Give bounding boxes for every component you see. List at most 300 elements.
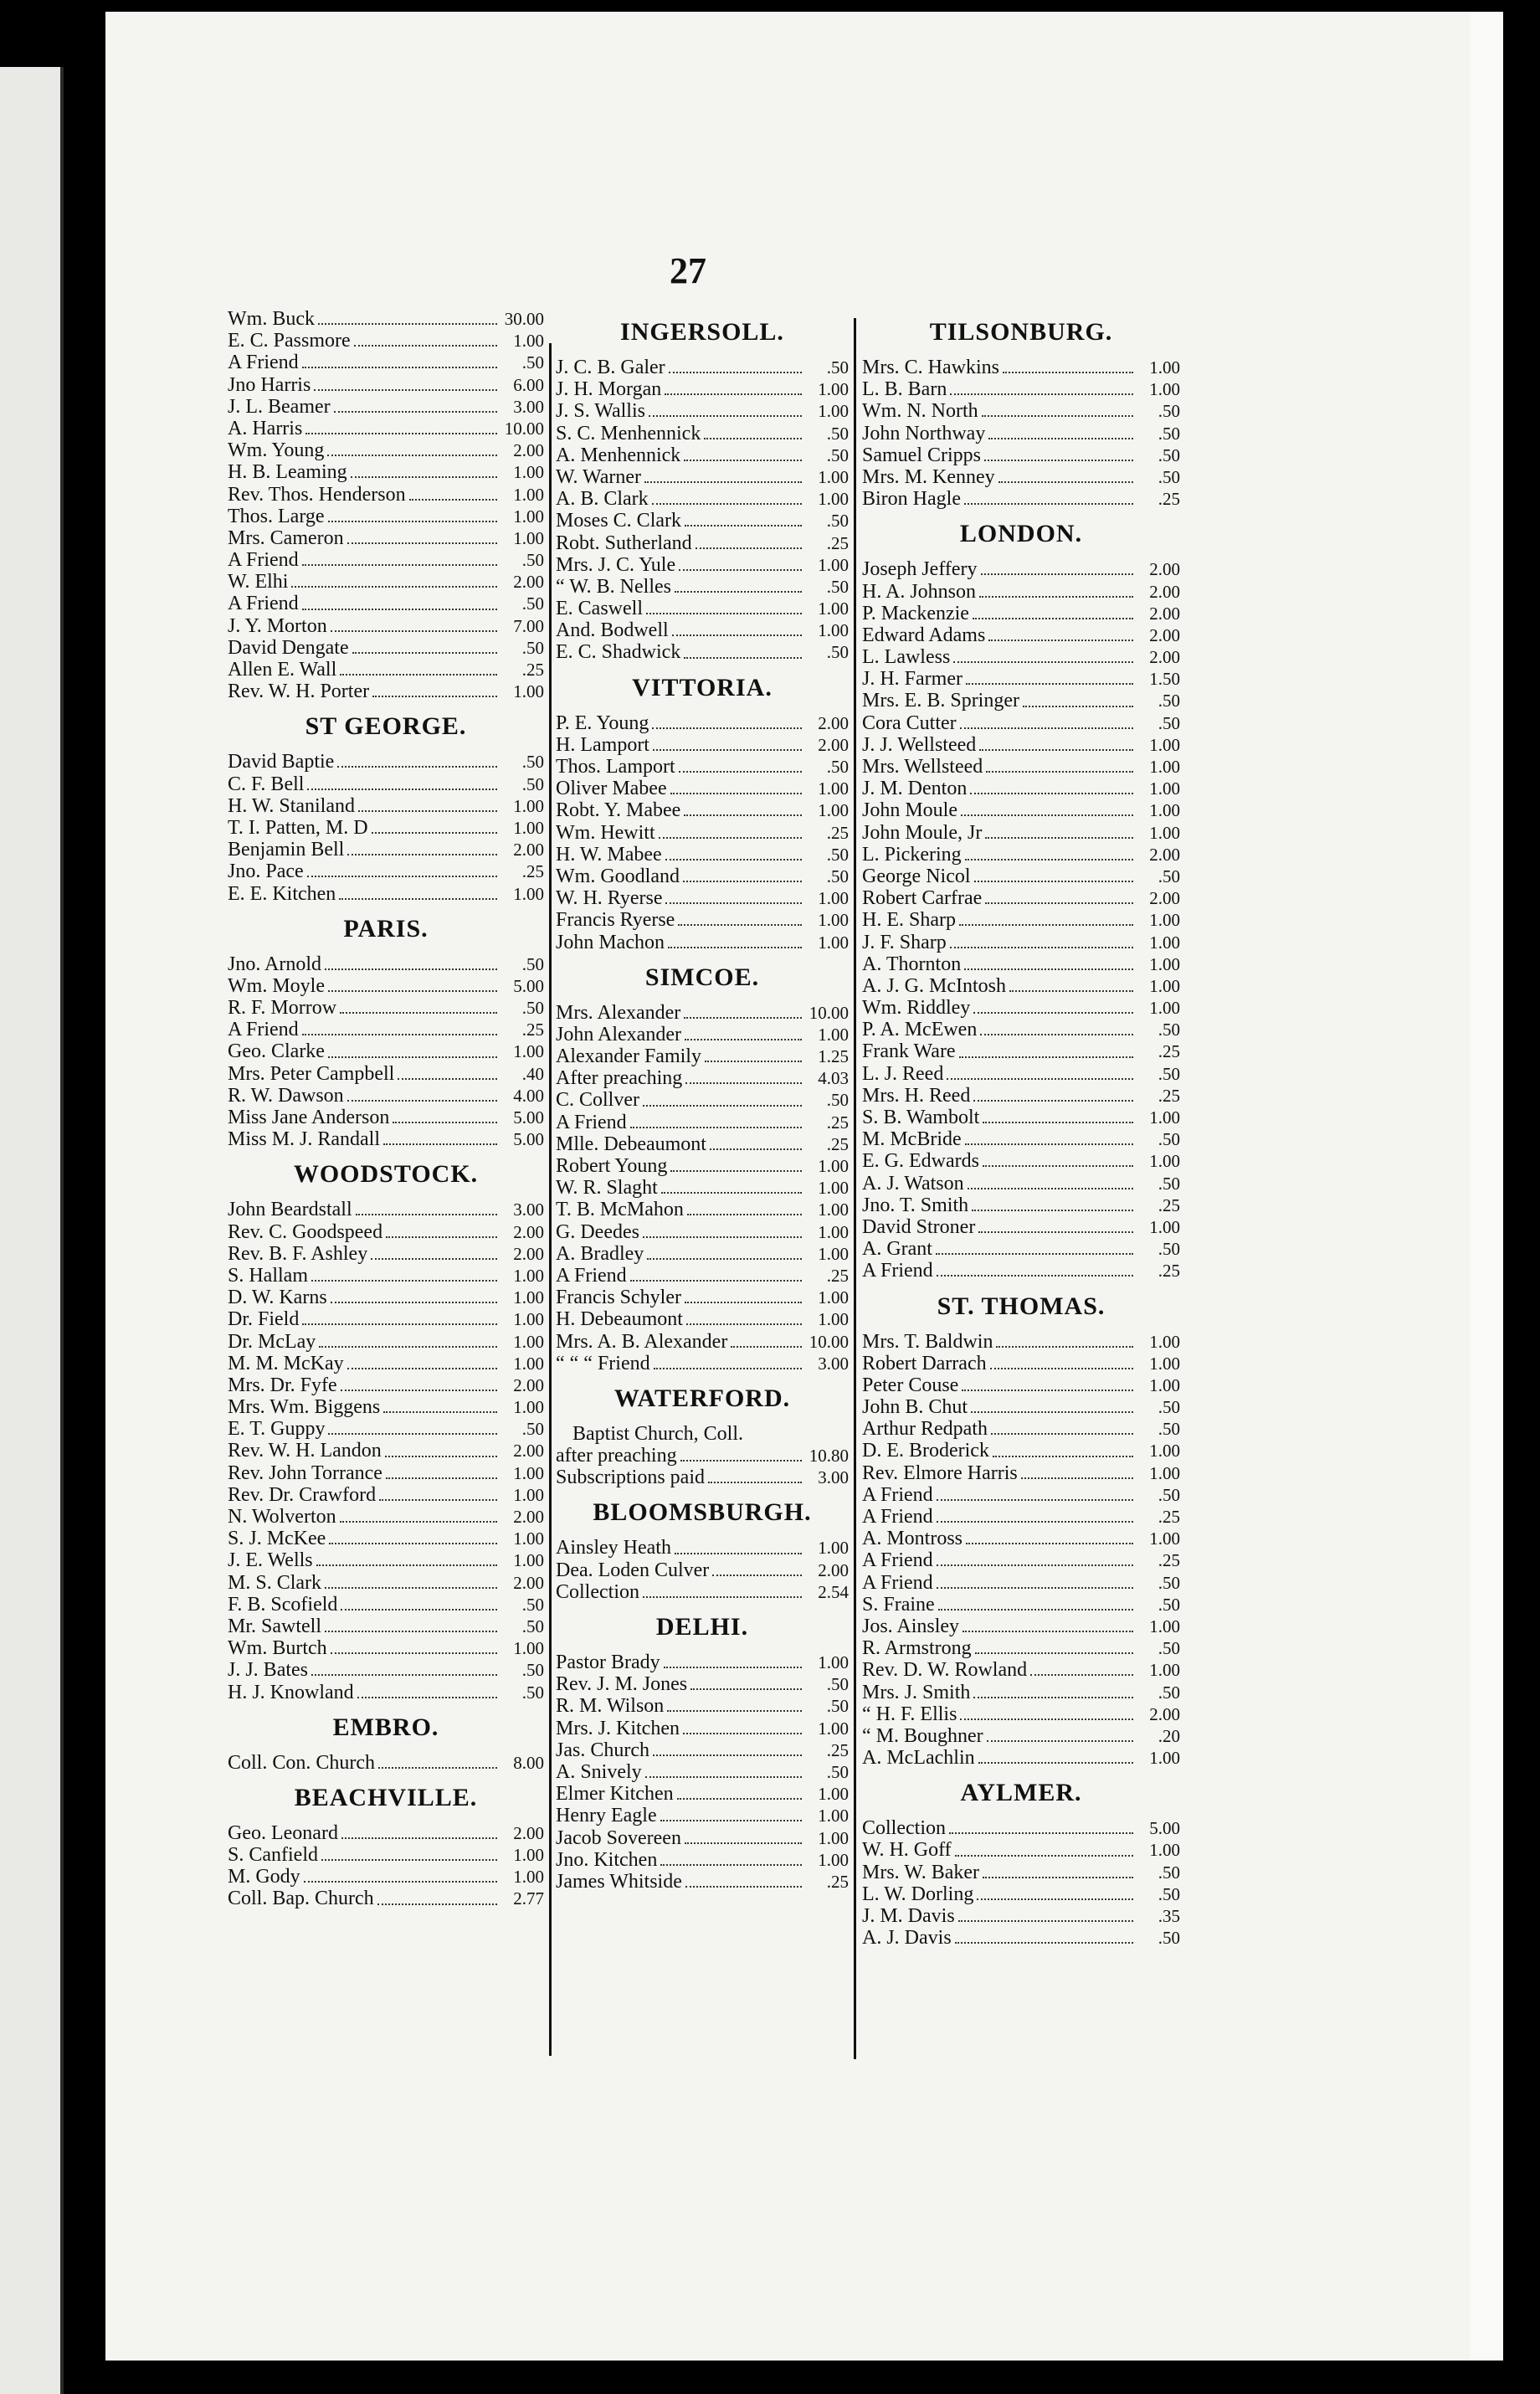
leader-dots (964, 968, 1133, 970)
list-item (862, 378, 1180, 400)
list-item (862, 953, 1180, 975)
list-item (556, 866, 849, 887)
leader-dots (302, 367, 497, 368)
donation-amount: 1.00 (513, 1528, 544, 1549)
donation-amount: 1.00 (1149, 800, 1180, 821)
leader-dots (665, 859, 802, 861)
list-item (228, 1374, 544, 1396)
donor-name: A Friend (556, 1264, 627, 1287)
donation-amount: .50 (521, 1419, 544, 1440)
donation-amount: 1.00 (513, 1462, 544, 1483)
list-item (228, 461, 544, 483)
donor-name: Mrs. A. B. Alexander (556, 1330, 728, 1353)
donation-amount: 2.00 (1149, 581, 1180, 602)
donor-name: Geo. Clarke (228, 1040, 325, 1063)
donation-amount: 2.00 (1149, 647, 1180, 668)
leader-dots (983, 1165, 1133, 1167)
leader-dots (347, 1100, 497, 1102)
list-item (556, 1243, 849, 1265)
donation-amount: .50 (1158, 1594, 1180, 1615)
donation-amount: .50 (521, 637, 544, 658)
list-item (228, 773, 544, 795)
leader-dots (685, 1842, 802, 1844)
donation-amount: 1.00 (818, 1849, 849, 1870)
donor-name: Mrs. Alexander (556, 1001, 681, 1024)
leader-dots (372, 696, 497, 697)
donor-name: S. J. McKee (228, 1528, 326, 1550)
section-heading: AYLMER. (960, 1779, 1082, 1807)
donor-name: T. I. Patten, M. D (228, 816, 368, 839)
donor-name: Jno Harris (228, 373, 311, 396)
donor-name: Collection (862, 1817, 946, 1840)
list-item (228, 1128, 544, 1150)
donor-name: N. Wolverton (228, 1506, 336, 1528)
donation-amount: .25 (1158, 1041, 1180, 1062)
donation-amount: .50 (1158, 444, 1180, 465)
donor-name: Mrs. C. Hawkins (862, 357, 1000, 378)
donation-amount: 1.00 (513, 1484, 544, 1505)
leader-dots (937, 1587, 1133, 1589)
list-item (556, 1871, 849, 1893)
donation-amount: 1.50 (1149, 669, 1180, 690)
donation-amount: 1.00 (1149, 975, 1180, 996)
list-item (228, 751, 544, 773)
column-divider-2 (854, 318, 856, 2059)
list-item (556, 1849, 849, 1871)
donor-name: M. S. Clark (228, 1571, 322, 1594)
leader-dots (949, 1832, 1133, 1834)
donor-name: A. Harris (228, 417, 303, 439)
list-item (228, 681, 544, 702)
leader-dots (680, 1460, 802, 1462)
list-item (556, 1308, 849, 1330)
donation-amount: 1.00 (818, 598, 849, 619)
donation-amount: 1.00 (513, 527, 544, 548)
donor-name: after preaching (556, 1445, 677, 1467)
donor-name: J. Y. Morton (228, 614, 327, 637)
list-item (556, 1537, 849, 1559)
list-item (862, 1418, 1180, 1440)
donor-name: John Moule, Jr (862, 821, 983, 844)
donor-name: And. Bodwell (556, 619, 669, 642)
list-item (228, 1265, 544, 1287)
section-heading: INGERSOLL. (620, 318, 784, 346)
leader-dots (357, 1697, 497, 1698)
previous-page-edge (0, 67, 64, 2394)
donor-name: W. R. Slaght (556, 1177, 658, 1200)
list-item (228, 1040, 544, 1062)
donation-amount: 1.00 (513, 1550, 544, 1571)
donation-amount: 2.00 (1149, 1703, 1180, 1724)
donation-amount: 1.00 (818, 1309, 849, 1330)
leader-dots (659, 837, 802, 839)
donor-name: Francis Schyler (556, 1287, 681, 1309)
list-item (228, 1682, 544, 1703)
leader-dots (678, 924, 802, 926)
leader-dots (328, 521, 497, 522)
donor-name: “ H. F. Ellis (862, 1703, 957, 1725)
leader-dots (973, 1012, 1133, 1014)
donor-name: M. M. McKay (228, 1352, 344, 1374)
list-item (862, 1747, 1180, 1769)
leader-dots (291, 586, 497, 588)
leader-dots (966, 683, 1133, 685)
list-item (556, 1783, 849, 1805)
leader-dots (664, 1667, 802, 1668)
leader-dots (307, 876, 497, 877)
list-item (556, 756, 849, 778)
donor-name: A Friend (228, 593, 299, 615)
leader-dots (982, 415, 1133, 417)
list-item (862, 1040, 1180, 1062)
donation-amount: 1.00 (513, 1265, 544, 1286)
donation-amount: .50 (521, 1616, 544, 1636)
section-heading: BEACHVILLE. (294, 1783, 478, 1811)
leader-dots (950, 393, 1133, 395)
donor-name: Peter Couse (862, 1374, 959, 1396)
list-item (862, 1173, 1180, 1194)
donor-name: A Friend (228, 352, 299, 374)
donation-amount: .50 (521, 550, 544, 571)
list-item (228, 1616, 544, 1637)
donor-name: Mrs. W. Baker (862, 1861, 979, 1883)
list-item (228, 549, 544, 571)
leader-dots (959, 924, 1133, 926)
leader-dots (955, 1855, 1133, 1857)
donor-name: E. C. Shadwick (556, 641, 681, 664)
section-heading: ST. THOMAS. (937, 1292, 1106, 1320)
leader-dots (630, 1280, 802, 1282)
donation-amount: 10.00 (808, 1331, 849, 1352)
list-item (228, 439, 544, 461)
list-item (862, 1506, 1180, 1528)
donation-amount: 30.00 (504, 309, 544, 329)
list-item (228, 1752, 544, 1774)
donation-amount: 1.00 (818, 401, 849, 422)
donor-name: R. Armstrong (862, 1637, 972, 1660)
donation-amount: 2.00 (818, 712, 849, 733)
donor-name: James Whitside (556, 1870, 682, 1893)
leader-dots (684, 657, 802, 659)
list-item (228, 1462, 544, 1484)
donor-name: Biron Hagle (862, 488, 961, 511)
donor-name: David Dengate (228, 636, 349, 659)
donation-amount: 1.00 (818, 466, 849, 487)
donation-amount: 2.00 (513, 1221, 544, 1242)
leader-dots (683, 881, 802, 882)
donation-amount: 1.00 (513, 484, 544, 505)
leader-dots (993, 1456, 1133, 1457)
donation-amount: 1.00 (513, 1287, 544, 1308)
donor-name: Francis Ryerse (556, 909, 675, 932)
list-item (862, 1484, 1180, 1506)
leader-dots (383, 1411, 497, 1413)
leader-dots (339, 898, 497, 900)
donation-amount: .50 (826, 844, 849, 865)
donation-amount: .50 (826, 866, 849, 886)
leader-dots (961, 814, 1133, 816)
donation-amount: 1.00 (818, 554, 849, 575)
leader-dots (670, 793, 802, 794)
donation-amount: .40 (521, 1063, 544, 1084)
list-item (228, 861, 544, 882)
list-item (556, 488, 849, 510)
leader-dots (340, 674, 497, 676)
donor-name: George Nicol (862, 865, 971, 887)
donation-amount: .50 (826, 511, 849, 532)
donor-name: Moses C. Clark (556, 510, 681, 532)
list-item (862, 1150, 1180, 1172)
donation-amount: 1.00 (1149, 822, 1180, 843)
section-heading: BLOOMSBURGH. (593, 1498, 812, 1527)
donation-amount: 10.00 (808, 1002, 849, 1023)
donor-name: R. F. Morrow (228, 997, 337, 1020)
list-item (556, 1199, 849, 1220)
donation-amount: .50 (1158, 1638, 1180, 1659)
leader-dots (643, 1596, 802, 1598)
donor-name: H. Debeaumont (556, 1308, 683, 1331)
donor-name: Dea. Loden Culver (556, 1559, 710, 1581)
donor-name: J. M. Denton (862, 778, 968, 800)
leader-dots (331, 1302, 497, 1303)
leader-dots (990, 1368, 1133, 1369)
leader-dots (986, 771, 1133, 773)
donation-amount: 10.00 (504, 418, 544, 439)
leader-dots (958, 1920, 1133, 1922)
donor-name: “ W. B. Nelles (556, 575, 671, 598)
donor-name: A Friend (556, 1111, 627, 1133)
leader-dots (981, 573, 1133, 575)
list-item (862, 909, 1180, 931)
donor-name: David Stroner (862, 1215, 976, 1238)
donation-amount: 2.00 (513, 1572, 544, 1593)
donation-amount: 1.00 (513, 1867, 544, 1888)
donation-amount: 2.00 (513, 1374, 544, 1395)
donation-amount: 1.25 (818, 1046, 849, 1067)
leader-dots (679, 771, 802, 773)
list-item (556, 1002, 849, 1024)
donor-name: A Friend (228, 549, 299, 572)
list-item (228, 571, 544, 593)
leader-dots (683, 1733, 802, 1734)
donation-amount: 1.00 (818, 910, 849, 931)
donor-name: Wm. Burtch (228, 1637, 327, 1660)
leader-dots (684, 1017, 802, 1019)
donor-name: Oliver Mabee (556, 778, 667, 800)
donor-name: Pastor Brady (556, 1652, 660, 1673)
leader-dots (938, 1609, 1133, 1611)
donation-amount: 6.00 (513, 374, 544, 395)
donor-name: Thos. Large (228, 505, 325, 527)
leader-dots (947, 1078, 1133, 1080)
leader-dots (311, 1280, 497, 1282)
donation-amount: 1.00 (513, 1845, 544, 1866)
leader-dots (968, 1188, 1133, 1189)
list-item (862, 1862, 1180, 1883)
donor-name: M. McBride (862, 1128, 962, 1151)
donation-amount: 1.00 (818, 800, 849, 821)
donor-name: Mrs. E. B. Springer (862, 690, 1019, 712)
page-number: 27 (670, 250, 706, 291)
list-item (228, 1221, 544, 1243)
donation-amount: .50 (826, 1696, 849, 1717)
donor-name: W. H. Goff (862, 1839, 952, 1862)
list-item (228, 1528, 544, 1549)
leader-dots (953, 661, 1133, 663)
donation-amount: 1.00 (1149, 932, 1180, 953)
donor-name: Subscriptions paid (556, 1467, 705, 1489)
donation-amount: 1.00 (818, 379, 849, 400)
donation-amount: 2.00 (513, 440, 544, 461)
donor-name: Robert Darrach (862, 1352, 987, 1374)
leader-dots (959, 1056, 1133, 1058)
donor-name: E. E. Kitchen (228, 882, 336, 905)
leader-dots (672, 634, 802, 636)
donation-amount: 2.00 (1149, 624, 1180, 645)
list-item (556, 598, 849, 619)
donor-name: Ainsley Heath (556, 1537, 671, 1559)
donation-amount: 2.00 (1149, 888, 1180, 909)
leader-dots (645, 1776, 802, 1778)
leader-dots (998, 481, 1133, 483)
donor-name: Alexander Family (556, 1045, 701, 1068)
list-item (862, 932, 1180, 953)
leader-dots (371, 1258, 497, 1260)
donor-name: J. J. Bates (228, 1659, 308, 1682)
donor-name: S. Canfield (228, 1844, 318, 1867)
donation-amount: 1.00 (1149, 953, 1180, 974)
donor-name: Mrs. Wellsteed (862, 756, 983, 778)
donor-name: A Friend (228, 1019, 299, 1041)
list-item (862, 997, 1180, 1019)
donor-name: A. Bradley (556, 1242, 644, 1265)
donor-name: Wm. Hewitt (556, 821, 655, 844)
donation-amount: .50 (521, 593, 544, 614)
list-item (556, 554, 849, 576)
donation-amount: 1.00 (818, 1287, 849, 1308)
list-item (862, 734, 1180, 756)
list-item (556, 1695, 849, 1717)
donation-amount: 1.00 (1149, 357, 1180, 378)
list-item (862, 1331, 1180, 1353)
list-item (228, 308, 544, 330)
list-item (862, 668, 1180, 690)
donation-amount: 10.80 (808, 1446, 849, 1467)
donation-amount: .25 (1158, 1507, 1180, 1527)
list-item (862, 488, 1180, 510)
donor-name: W. Elhi (228, 571, 289, 593)
list-item (556, 734, 849, 756)
donation-amount: .50 (521, 1594, 544, 1615)
donation-amount: 1.00 (513, 1397, 544, 1418)
donation-amount: .50 (521, 752, 544, 773)
list-item (228, 1107, 544, 1128)
donor-name: P. A. McEwen (862, 1019, 978, 1041)
donation-amount: .25 (1158, 1550, 1180, 1571)
list-item (862, 822, 1180, 844)
list-item (228, 1572, 544, 1594)
leader-dots (685, 525, 802, 527)
list-item (862, 603, 1180, 624)
leader-dots (649, 415, 802, 417)
donor-name: E. Caswell (556, 598, 643, 620)
list-item (228, 883, 544, 905)
leader-dots (685, 1302, 802, 1303)
entry-text: Baptist Church, Coll. (572, 1422, 743, 1445)
leader-dots (630, 1127, 802, 1128)
donation-amount: 1.00 (818, 1024, 849, 1045)
leader-dots (356, 1214, 497, 1215)
donation-amount: .50 (1158, 1928, 1180, 1949)
donation-amount: 1.00 (513, 1353, 544, 1374)
donor-name: Geo. Leonard (228, 1821, 338, 1844)
donation-amount: 1.00 (513, 817, 544, 838)
list-item (556, 1827, 849, 1849)
leader-dots (686, 1323, 802, 1325)
donor-name: John Northway (862, 422, 986, 444)
donor-name: C. Collver (556, 1089, 639, 1112)
leader-dots (377, 1903, 497, 1905)
donation-amount: .50 (1158, 1020, 1180, 1040)
donation-amount: .50 (1158, 1129, 1180, 1150)
donor-name: H. W. Mabee (556, 843, 662, 866)
list-item (228, 527, 544, 549)
donor-name: Robt. Y. Mabee (556, 799, 681, 822)
list-item (556, 1581, 849, 1603)
leader-dots (372, 832, 497, 834)
donation-amount: 1.00 (513, 331, 544, 352)
donation-amount: 1.00 (818, 1243, 849, 1264)
leader-dots (302, 609, 497, 610)
donor-name: R. W. Dawson (228, 1084, 344, 1107)
leader-dots (963, 1631, 1133, 1632)
leader-dots (340, 1012, 497, 1014)
list-item (862, 1817, 1180, 1839)
list-item (228, 1287, 544, 1308)
leader-dots (685, 1886, 802, 1888)
donation-amount: 1.00 (1149, 757, 1180, 777)
donor-name: John Machon (556, 931, 665, 953)
donation-amount: 1.00 (1149, 778, 1180, 799)
list-item (556, 510, 849, 532)
leader-dots (643, 1236, 802, 1238)
donor-name: Mrs. J. Smith (862, 1681, 971, 1703)
list-item (228, 1866, 544, 1888)
donation-amount: 1.00 (818, 1806, 849, 1826)
donor-name: L. B. Barn (862, 378, 947, 401)
donor-name: A. J. G. McIntosh (862, 974, 1006, 997)
leader-dots (991, 1433, 1133, 1435)
list-item (228, 975, 544, 997)
donation-amount: .50 (826, 1674, 849, 1695)
leader-dots (311, 1674, 497, 1676)
leader-dots (337, 766, 497, 768)
leader-dots (684, 460, 802, 461)
leader-dots (386, 1236, 497, 1238)
leader-dots (398, 1078, 497, 1080)
donor-name: R. M. Wilson (556, 1695, 665, 1718)
section-heading: TILSONBURG. (929, 318, 1113, 346)
list-item (556, 400, 849, 422)
list-item (556, 1221, 849, 1243)
leader-dots (974, 881, 1133, 882)
leader-dots (973, 618, 1133, 619)
list-item (862, 1260, 1180, 1282)
donation-amount: 2.00 (1149, 844, 1180, 865)
list-item (228, 795, 544, 817)
donation-amount: 2.00 (513, 1822, 544, 1843)
donation-amount: .25 (826, 1265, 849, 1286)
